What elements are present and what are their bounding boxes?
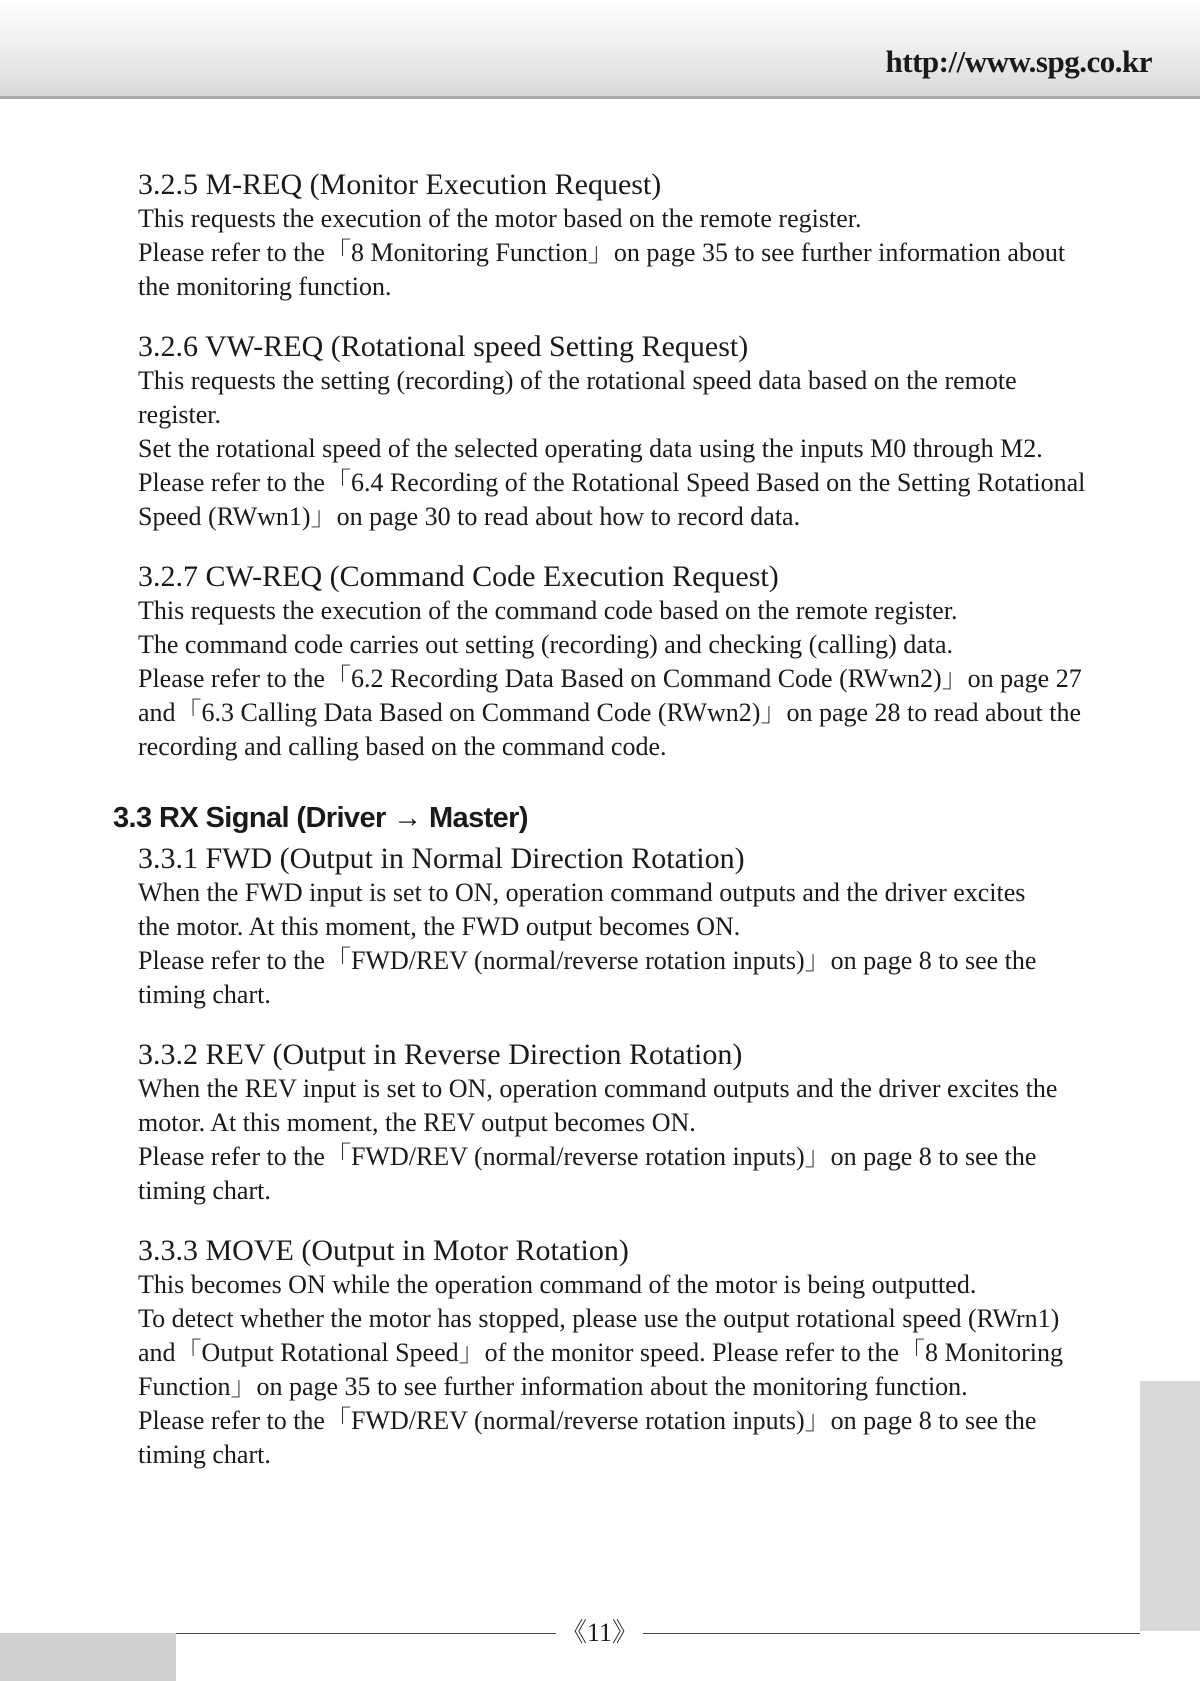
paragraph-line: This requests the execution of the motor based on the remote register.: [138, 204, 862, 233]
footer-rule-left: [176, 1633, 556, 1634]
paragraph-line: recording and calling based on the command code.: [138, 732, 667, 761]
paragraph-line: motor. At this moment, the REV output becomes ON.: [138, 1108, 696, 1137]
section-3-3-1: [138, 842, 1128, 1012]
paragraph-line: Please refer to the「8 Monitoring Function」on page 35 to see further information about: [138, 238, 1066, 267]
paragraph-line: Please refer to the「FWD/REV (normal/reverse rotation inputs)」on page 8 to see the: [138, 1406, 1037, 1435]
paragraph-line: Please refer to the「6.2 Recording Data Based on Command Code (RWwn2)」on page 27: [138, 664, 1082, 693]
section-title: 3.2.7 CW-REQ (Command Code Execution Request): [138, 560, 779, 593]
section-title: 3.3.1 FWD (Output in Normal Direction Rotation): [138, 842, 745, 875]
paragraph-line: Please refer to the「6.4 Recording of the Rotational Speed Based on the Setting Rotational: [138, 468, 1086, 497]
edge-tab: [1140, 1381, 1200, 1631]
paragraph-line: timing chart.: [138, 1440, 271, 1469]
paragraph-line: This requests the execution of the command code based on the remote register.: [138, 596, 958, 625]
paragraph-line: register.: [138, 400, 222, 429]
paragraph-line: and「6.3 Calling Data Based on Command Code (RWwn2)」on page 28 to read about the: [138, 698, 1082, 727]
paragraph-line: Function」on page 35 to see further information about the monitoring function.: [138, 1372, 968, 1401]
section-3-3-2: [138, 1038, 1128, 1208]
section-3-2-7: [138, 560, 1128, 764]
paragraph-line: the motor. At this moment, the FWD output becomes ON.: [138, 912, 741, 941]
paragraph-line: timing chart.: [138, 1176, 271, 1205]
paragraph-line: Please refer to the「FWD/REV (normal/reverse rotation inputs)」on page 8 to see the: [138, 946, 1037, 975]
section-3-2-6: [138, 330, 1128, 534]
paragraph-line: When the FWD input is set to ON, operation command outputs and the driver excites: [138, 878, 1026, 907]
rx-section-title: 3.3 RX Signal (Driver → Master): [113, 802, 528, 834]
paragraph-line: This becomes ON while the operation command of the motor is being outputted.: [138, 1270, 977, 1299]
section-3-3-3: [138, 1234, 1128, 1472]
paragraph-line: Please refer to the「FWD/REV (normal/reverse rotation inputs)」on page 8 to see the: [138, 1142, 1037, 1171]
page-number: 《11》: [560, 1618, 639, 1647]
section-title: 3.3.2 REV (Output in Reverse Direction Rotation): [138, 1038, 743, 1071]
section-title: 3.2.5 M-REQ (Monitor Execution Request): [138, 168, 662, 201]
paragraph-line: timing chart.: [138, 980, 271, 1009]
paragraph-line: Set the rotational speed of the selected operating data using the inputs M0 through M2.: [138, 434, 1043, 463]
section-3-2-5: [138, 168, 1128, 304]
footer-corner-block: [0, 1633, 176, 1681]
paragraph-line: the monitoring function.: [138, 272, 392, 301]
footer-rule-right: [643, 1633, 1140, 1634]
paragraph-line: To detect whether the motor has stopped, please use the output rotational speed (RWrn1): [138, 1304, 1060, 1333]
section-title: 3.3.3 MOVE (Output in Motor Rotation): [138, 1234, 629, 1267]
section-title: 3.2.6 VW-REQ (Rotational speed Setting Request): [138, 330, 749, 363]
paragraph-line: When the REV input is set to ON, operation command outputs and the driver excites the: [138, 1074, 1058, 1103]
paragraph-line: Speed (RWwn1)」on page 30 to read about how to record data.: [138, 502, 801, 531]
paragraph-line: This requests the setting (recording) of the rotational speed data based on the remote: [138, 366, 1017, 395]
paragraph-line: The command code carries out setting (recording) and checking (calling) data.: [138, 630, 954, 659]
page-content: [113, 168, 1128, 1498]
header-url[interactable]: http://www.spg.co.kr: [885, 44, 1152, 79]
paragraph-line: and「Output Rotational Speed」of the monitor speed. Please refer to the「8 Monitoring: [138, 1338, 1063, 1367]
